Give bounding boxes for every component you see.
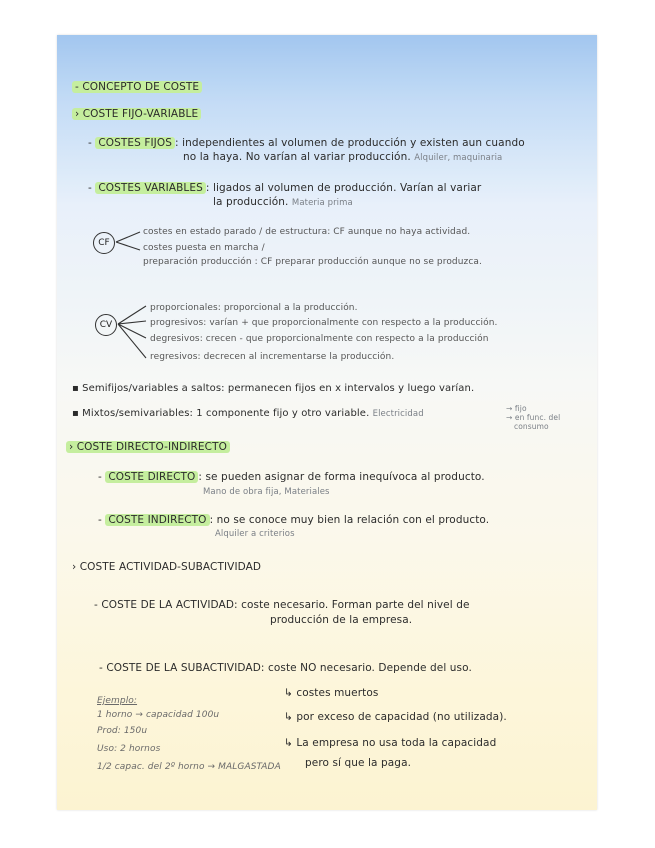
cf-brace-icon — [114, 228, 144, 258]
cf-line3-label: preparación producción — [143, 257, 252, 267]
costes-variables-line2 — [213, 196, 353, 208]
indirecto-text: no se conoce muy bien la relación con el producto. — [216, 514, 490, 526]
costes-variables-label: COSTES VARIABLES — [95, 182, 206, 194]
mixtos-text: Mixtos/semivariables: 1 componente fijo y otro variable. — [82, 408, 370, 419]
costes-fijos-line1: - COSTES FIJOS : independientes al volumen de producción y existen aun cuando — [88, 137, 525, 149]
costes-variables-example: Materia prima — [291, 198, 353, 208]
cv-item-progresivos: progresivos: varían + que proporcionalmente con respecto a la producción. — [150, 318, 498, 328]
costes-variables-line1: - COSTES VARIABLES : ligados al volumen de producción. Varían al variar — [88, 182, 482, 194]
directo-line: - COSTE DIRECTO : se pueden asignar de forma inequívoca al producto. — [98, 471, 485, 483]
costes-fijos-line2 — [183, 151, 502, 163]
costes-fijos-label: COSTES FIJOS — [95, 137, 175, 149]
cv-brace-icon — [116, 300, 150, 364]
actividad-line2: producción de la empresa. — [270, 614, 413, 626]
cf-line3-text: : CF preparar producción aunque no se produzca. — [254, 257, 483, 267]
fijo-variable-heading — [72, 108, 201, 120]
subactividad-bullet3: ↳ La empresa no usa toda la capacidad — [284, 737, 497, 749]
semifijos-line: ▪ Semifijos/variables a saltos: permanecen fijos en x intervalos y luego varían. — [72, 383, 475, 394]
costes-variables-text2: la producción. — [213, 196, 289, 208]
ejemplo-line1: 1 horno → capacidad 100u — [97, 710, 220, 720]
directo-example: Mano de obra fija, Materiales — [203, 487, 330, 497]
directo-label: COSTE DIRECTO — [105, 471, 198, 483]
actividad-label: - COSTE DE LA ACTIVIDAD: — [94, 599, 238, 611]
cv-item-degresivos: degresivos: crecen - que proporcionalmente con respecto a la producción — [150, 334, 489, 344]
directo-text: se pueden asignar de forma inequívoca al producto. — [205, 471, 485, 483]
cv-item-proporcionales: proporcionales: proporcional a la producción. — [150, 303, 358, 313]
ejemplo-line2: Prod: 150u — [97, 726, 148, 736]
subactividad-bullet4: pero sí que la paga. — [305, 757, 412, 769]
directo-indirecto-label: › COSTE DIRECTO-INDIRECTO — [66, 441, 230, 453]
cf-badge: CF — [93, 232, 115, 254]
directo-indirecto-heading — [66, 441, 230, 453]
actividad-text1: coste necesario. Forman parte del nivel de — [241, 599, 470, 611]
subactividad-text1: coste NO necesario. Depende del uso. — [267, 662, 472, 674]
mixtos-arrow-func: → en func. del — [506, 413, 561, 422]
subactividad-bullet1: ↳ costes muertos — [284, 687, 379, 699]
actividad-line1 — [94, 599, 470, 611]
fijo-variable-label: › COSTE FIJO-VARIABLE — [72, 108, 201, 120]
cv-badge: CV — [95, 314, 117, 336]
semifijos-text: Semifijos/variables a saltos: permanecen fijos en x intervalos y luego varían. — [82, 383, 475, 394]
indirecto-label: COSTE INDIRECTO — [105, 514, 209, 526]
indirecto-example: Alquiler a criterios — [215, 529, 295, 539]
cv-item-regresivos: regresivos: decrecen al incrementarse la producción. — [150, 352, 395, 362]
actividad-heading: › COSTE ACTIVIDAD-SUBACTIVIDAD — [72, 561, 262, 573]
subactividad-line1 — [99, 662, 472, 674]
subactividad-bullet2: ↳ por exceso de capacidad (no utilizada). — [284, 711, 507, 723]
cf-line2: costes puesta en marcha / — [143, 243, 265, 253]
costes-fijos-text1: independientes al volumen de producción y existen aun cuando — [182, 137, 525, 149]
costes-fijos-text2: no la haya. No varían al variar producción. — [183, 151, 411, 163]
cf-line1: costes en estado parado / de estructura: CF aunque no haya actividad. — [143, 227, 471, 237]
ejemplo-line4: 1/2 capac. del 2º horno → MALGASTADA — [97, 762, 281, 772]
costes-variables-text1: ligados al volumen de producción. Varían al variar — [212, 182, 482, 194]
indirecto-line: - COSTE INDIRECTO : no se conoce muy bien la relación con el producto. — [98, 514, 490, 526]
subactividad-label: - COSTE DE LA SUBACTIVIDAD: — [99, 662, 265, 674]
mixtos-arrow-consumo: consumo — [514, 422, 549, 431]
concepto-heading — [72, 81, 202, 93]
mixtos-arrow-fijo: → fijo — [506, 404, 527, 413]
costes-fijos-example: Alquiler, maquinaria — [414, 153, 503, 163]
ejemplo-title: Ejemplo: — [97, 696, 138, 706]
mixtos-example: Electricidad — [372, 409, 424, 419]
ejemplo-line3: Uso: 2 hornos — [97, 744, 161, 754]
cf-line3 — [143, 257, 482, 267]
concepto-label: - CONCEPTO DE COSTE — [72, 81, 202, 93]
mixtos-line: ▪ Mixtos/semivariables: 1 componente fijo y otro variable. Electricidad — [72, 408, 424, 419]
